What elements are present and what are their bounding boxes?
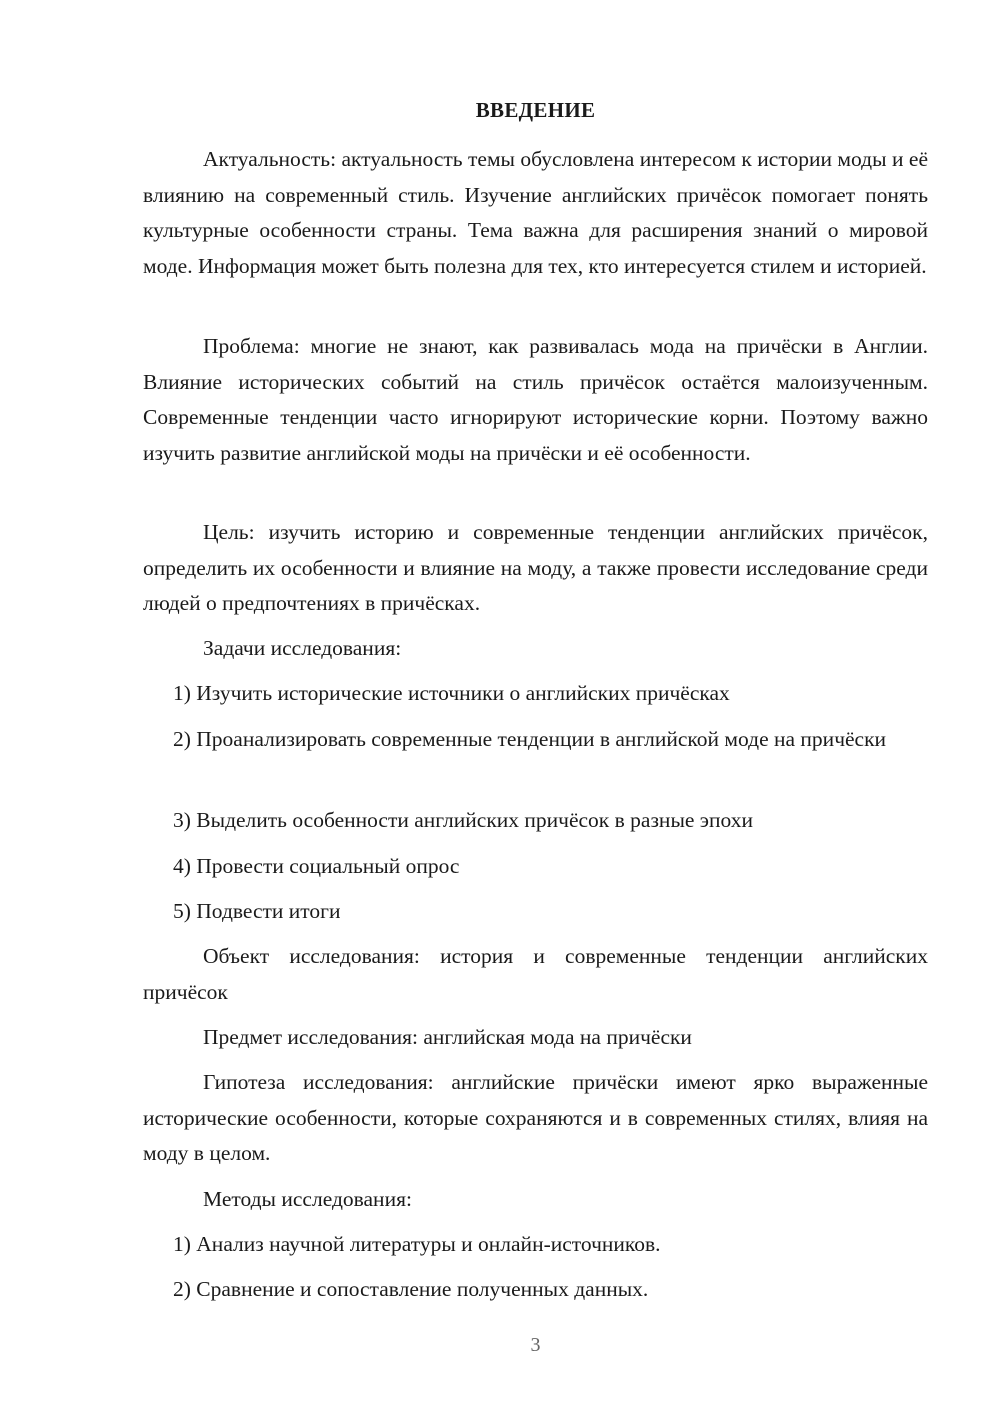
task-item-1: 1) Изучить исторические источники о английских причёсках [173,681,730,705]
task-item-3: 3) Выделить особенности английских причёсок в разные эпохи [173,808,754,832]
tasks-heading: Задачи исследования: [203,636,402,660]
subject-paragraph: Предмет исследования: английская мода на причёски [203,1025,692,1049]
task-item-2: 2) Проанализировать современные тенденции в английской моде на причёски [173,727,887,751]
object-paragraph: Объект исследования: история и современные тенденции английских причёсок [143,944,928,1004]
method-item-2: 2) Сравнение и сопоставление полученных данных. [173,1277,649,1301]
goal-paragraph: Цель: изучить историю и современные тенденции английских причёсок, определить их особенности и влияние на моду, а также провести исследование среди людей о предпочтениях в причёсках. [143,520,928,615]
page-title: ВВЕДЕНИЕ [475,98,596,122]
task-item-5: 5) Подвести итоги [173,899,341,923]
method-item-1: 1) Анализ научной литературы и онлайн-источников. [173,1232,661,1256]
problem-paragraph: Проблема: многие не знают, как развивалась мода на причёски в Англии. Влияние исторических событий на стиль причёсок остаётся малоизученным. Современные тенденции часто игнорируют исторические корни. Поэтому важно изучить развитие английской моды на причёски и её особенности. [143,334,928,465]
methods-heading: Методы исследования: [203,1187,412,1211]
relevance-paragraph: Актуальность: актуальность темы обусловлена интересом к истории моды и её влиянию на современный стиль. Изучение английских причёсок помогает понять культурные особенности страны. Тема важна для расширения знаний о мировой моде. Информация может быть полезна для тех, кто интересуется стилем и историей. [143,147,928,278]
document-page [143,0,928,1414]
page-number: 3 [530,1334,541,1356]
task-item-4: 4) Провести социальный опрос [173,854,460,878]
hypothesis-paragraph: Гипотеза исследования: английские причёски имеют ярко выраженные исторические особенности, которые сохраняются и в современных стилях, влияя на моду в целом. [143,1070,928,1165]
